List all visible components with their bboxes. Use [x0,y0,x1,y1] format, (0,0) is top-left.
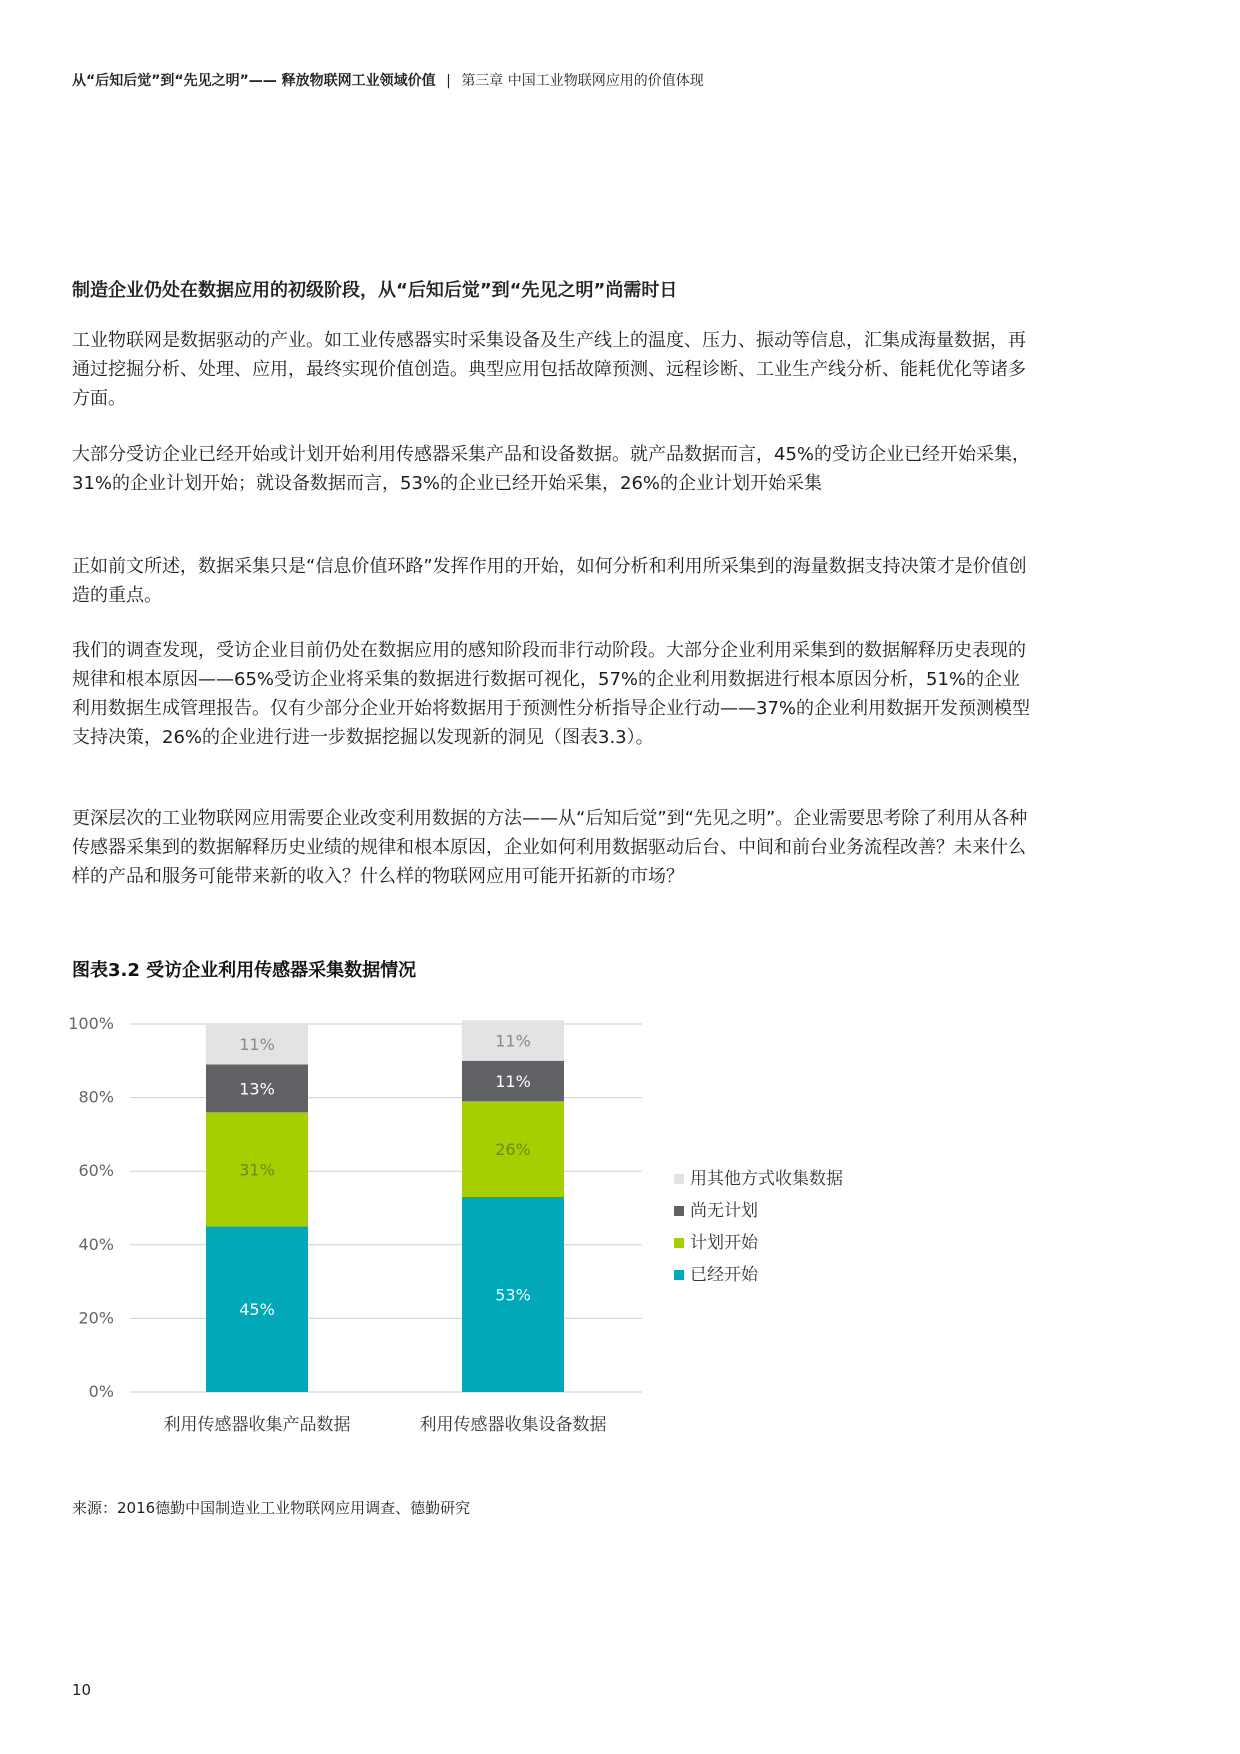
data-label: 11% [239,1035,275,1055]
header-title: 从“后知后觉”到“先见之明”—— 释放物联网工业领域价值 [72,73,436,89]
data-label: 26% [495,1140,531,1160]
legend-swatch [674,1174,684,1184]
y-tick-label: 80% [78,1087,114,1107]
legend-label: 计划开始 [690,1233,758,1253]
paragraph-1: 工业物联网是数据驱动的产业。如工业传感器实时采集设备及生产线上的温度、压力、振动等信息，汇集成海量数据，再通过挖掘分析、处理、应用，最终实现价值创造。典型应用包括故障预测、远程诊断、工业生产线分析、能耗优化等诸多方面。 [72,330,1026,409]
legend-swatch [674,1238,684,1248]
data-label: 11% [495,1031,531,1051]
page-number: 10 [72,1681,92,1699]
x-tick-label: 利用传感器收集产品数据 [163,1415,351,1435]
y-tick-label: 20% [78,1308,114,1328]
stacked-bar-chart [60,1010,880,1450]
source-note: 来源：2016德勤中国制造业工业物联网应用调查、德勤研究 [72,1499,471,1517]
section-title: 制造企业仍处在数据应用的初级阶段，从“后知后觉”到“先见之明”尚需时日 [72,280,678,301]
legend-label: 用其他方式收集数据 [690,1169,843,1189]
paragraph-4: 我们的调查发现，受访企业目前仍处在数据应用的感知阶段而非行动阶段。大部分企业利用采集到的数据解释历史表现的规律和根本原因——65%受访企业将采集的数据进行数据可视化，57%的企业利用数据进行根本原因分析，51%的企业利用数据生成管理报告。仅有少部分企业开始将数据用于预测性分析指导企业行动——37%的企业利用数据开发预测模型支持决策，26%的企业进行进一步数据挖掘以发现新的洞见（图表3.3）。 [72,640,1031,748]
legend-swatch [674,1206,684,1216]
legend-label: 已经开始 [690,1265,758,1285]
data-label: 45% [239,1300,275,1320]
data-label: 13% [239,1079,275,1099]
data-label: 53% [495,1285,531,1305]
header-separator: | [446,73,451,89]
y-tick-label: 40% [78,1234,114,1254]
running-header [72,70,704,90]
y-tick-label: 0% [88,1382,114,1401]
figure-title: 图表3.2 受访企业利用传感器采集数据情况 [72,960,417,981]
y-tick-label: 60% [78,1161,114,1181]
legend-label: 尚无计划 [690,1201,758,1221]
data-label: 11% [495,1072,531,1092]
data-label: 31% [239,1160,275,1180]
y-tick-label: 100% [68,1014,114,1033]
legend-swatch [674,1270,684,1280]
paragraph-3: 正如前文所述，数据采集只是“信息价值环路”发挥作用的开始，如何分析和利用所采集到的海量数据支持决策才是价值创造的重点。 [72,556,1027,606]
x-tick-label: 利用传感器收集设备数据 [419,1415,607,1435]
paragraph-2: 大部分受访企业已经开始或计划开始利用传感器采集产品和设备数据。就产品数据而言，45%的受访企业已经开始采集，31%的企业计划开始；就设备数据而言，53%的企业已经开始采集，26%的企业计划开始采集 [72,444,1031,494]
header-chapter: 第三章 中国工业物联网应用的价值体现 [461,73,704,89]
paragraph-5: 更深层次的工业物联网应用需要企业改变利用数据的方法——从“后知后觉”到“先见之明”。企业需要思考除了利用从各种传感器采集到的数据解释历史业绩的规律和根本原因，企业如何利用数据驱动后台、中间和前台业务流程改善？未来什么样的产品和服务可能带来新的收入？什么样的物联网应用可能开拓新的市场？ [72,808,1028,887]
